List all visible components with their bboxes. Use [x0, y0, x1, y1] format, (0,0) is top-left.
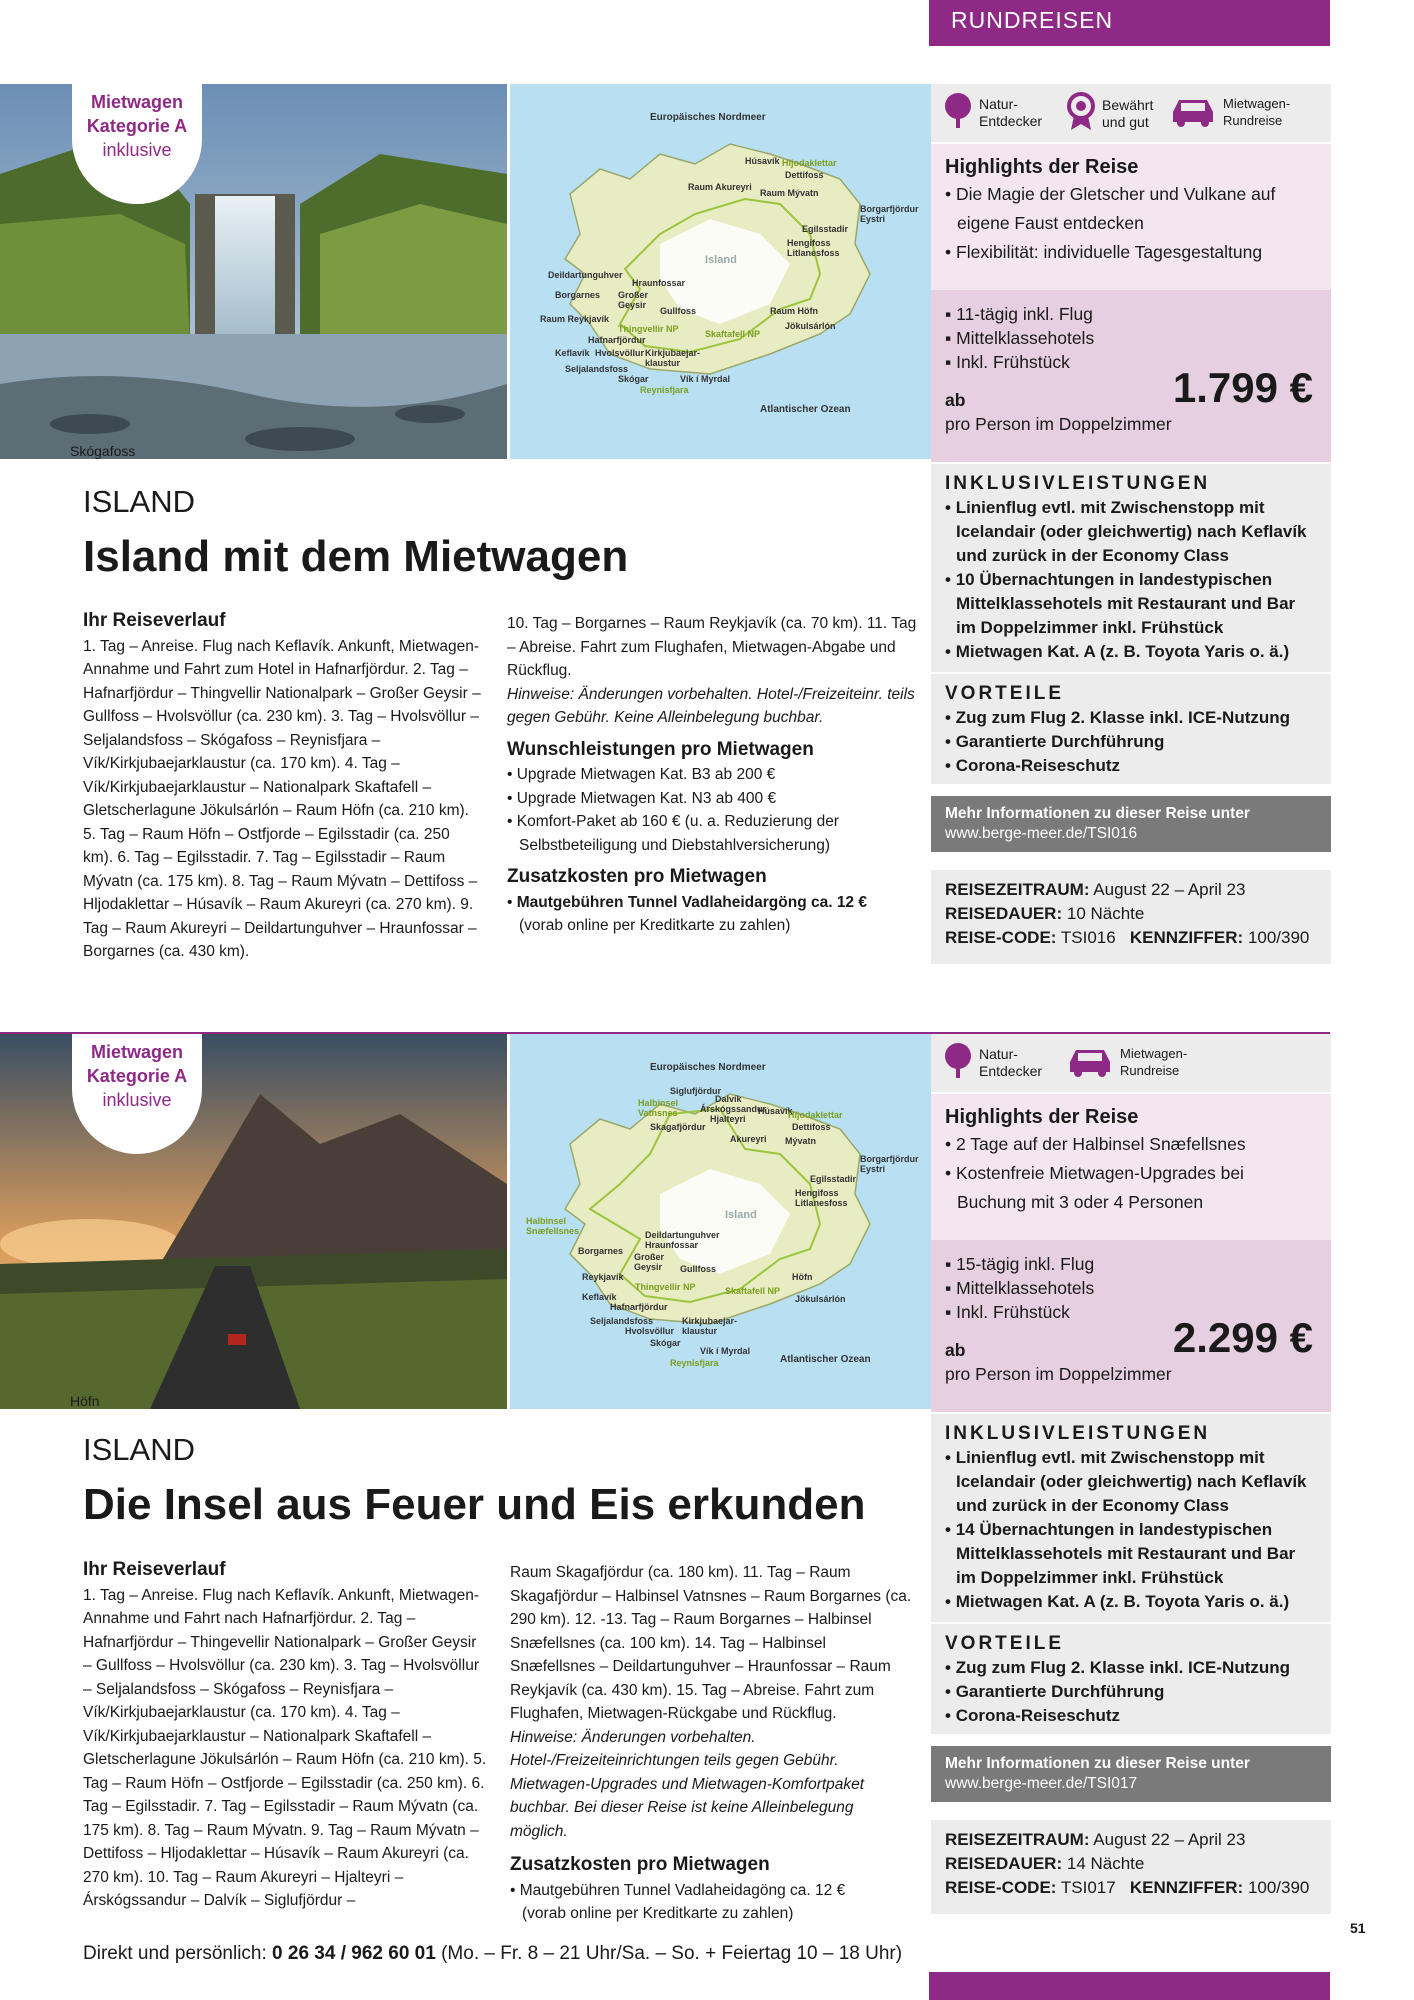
- advantages-box: [931, 674, 1331, 784]
- map-place: Borgarfjördur Eystri: [860, 1154, 919, 1174]
- map-place: Dettifoss: [792, 1122, 831, 1132]
- map-place: Litlanesfoss: [795, 1198, 848, 1208]
- map-place: Skaftafell NP: [705, 329, 761, 339]
- price-box: [931, 1240, 1331, 1412]
- car-icon: [1169, 92, 1217, 132]
- map-place: Dettifoss: [785, 170, 824, 180]
- costs-list: [510, 1879, 915, 1926]
- feature-label: Natur- Entdecker: [979, 96, 1043, 129]
- price-item: ▪ Inkl. Frühstück: [945, 1302, 1070, 1322]
- contact-phone[interactable]: 0 26 34 / 962 60 01: [272, 1943, 436, 1964]
- costs-item: • Mautgebühren Tunnel Vadlaheidargöng ca. 12 €: [507, 893, 867, 911]
- badge-line-2: Kategorie A: [86, 116, 188, 136]
- map-place: Hjalteyri: [710, 1114, 746, 1124]
- map-place: Raum Akureyri: [688, 182, 752, 192]
- map-place: Hvolsvöllur: [625, 1326, 675, 1336]
- price-amount: 2.299 €: [1172, 1314, 1313, 1361]
- trip-1-route-map: [510, 84, 931, 459]
- highlight-item: • Flexibilität: individuelle Tagesgestaltung: [945, 242, 1263, 262]
- advantages-heading: VORTEILE: [945, 683, 1065, 704]
- map-sea-south: Atlantischer Ozean: [760, 404, 851, 415]
- advantages-heading: VORTEILE: [945, 1633, 1065, 1654]
- inclusion-item: • Mietwagen Kat. A (z. B. Toyota Yaris o. ä.): [945, 642, 1290, 661]
- map-place: Skagafjördur: [650, 1122, 706, 1132]
- inclusion-item: • Mietwagen Kat. A (z. B. Toyota Yaris o. ä.): [945, 1592, 1290, 1611]
- map-place: Hafnarfjördur: [610, 1302, 668, 1312]
- price-item: ▪ 11-tägig inkl. Flug: [945, 304, 1093, 324]
- price-item: ▪ Inkl. Frühstück: [945, 352, 1070, 372]
- advantage-item: • Corona-Reiseschutz: [945, 1706, 1121, 1725]
- map-place: Seljalandsfoss: [565, 364, 629, 374]
- inclusion-item: • Linienflug evtl. mit Zwischenstopp mit Icelandair (oder gleichwertig) nach Keflavík und zurück in der Economy Class: [945, 498, 1307, 565]
- badge-line-3: inklusive: [102, 1090, 172, 1110]
- map-place: Jökulsárlón: [785, 321, 836, 331]
- itinerary-text: 1. Tag – Anreise. Flug nach Keflavík. Ankunft, Mietwagen-Annahme und Fahrt nach Hafnarfjördur. 2. Tag – Hafnarfjördur – Thingevellir Nationalpark – Großer Geysir – Gullfoss – Hvolsvöllur (ca. 230 km). 3. Tag – Hvolsvöllur – Seljalandsfoss – Skógafoss – Reynisfjara – Vík/Kirkjubaejarklaustur (ca. 170 km). 4. Tag – Vík/Kirkjubaejarklaustur – Nationalpark Skaftafell – Gletscherlagune Jökulsárlón – Raum Höfn (ca. 210 km). 5. Tag – Raum Höfn – Ostfjorde – Egilsstadir (ca. 250 km). 6. Tag – Egilsstadir. 7. Tag – Egilsstadir – Raum Mývatn (ca. 175 km). 8. Tag – Raum Mývatn. 9. Tag – Raum Mývatn – Dettifoss – Hljodaklettar – Húsavík – Raum Akureyri (ca. 270 km). 10. Tag – Raum Akureyri – Hjalteyri – Árskógssandur – Dalvík – Siglufjördur –: [83, 1586, 487, 1909]
- map-place: Litlanesfoss: [787, 248, 840, 258]
- price-item: ▪ Mittelklassehotels: [945, 328, 1095, 348]
- inclusion-item: • Linienflug evtl. mit Zwischenstopp mit Icelandair (oder gleichwertig) nach Keflavík und zurück in der Economy Class: [945, 1448, 1307, 1515]
- map-place: Dalvík: [715, 1094, 742, 1104]
- price-item: ▪ 15-tägig inkl. Flug: [945, 1254, 1095, 1274]
- trip-2-itinerary-right: [510, 1561, 915, 1926]
- trip-facts: [931, 870, 1331, 964]
- photo-caption: Höfn: [70, 1393, 100, 1409]
- map-place: Skaftafell NP: [725, 1286, 781, 1296]
- inclusion-item: • 10 Übernachtungen in landestypischen Mittelklassehotels mit Restaurant und Bar im Doppelzimmer inkl. Frühstück: [945, 570, 1296, 637]
- price-amount: 1.799 €: [1172, 364, 1313, 411]
- more-info-text: Mehr Informationen zu dieser Reise unter: [945, 805, 1250, 822]
- advantages-list: [945, 1656, 1317, 1728]
- fact-code: REISE-CODE: TSI016 KENNZIFFER: 100/390: [945, 928, 1310, 947]
- highlight-item: • Kostenfreie Mietwagen-Upgrades bei Buchung mit 3 oder 4 Personen: [945, 1163, 1244, 1212]
- map-place: Gullfoss: [680, 1264, 717, 1274]
- itinerary-text: 1. Tag – Anreise. Flug nach Keflavík. Ankunft, Mietwagen-Annahme und Fahrt zum Hotel in Hafnarfjördur. 2. Tag – Hafnarfjördur – Thingvellir Nationalpark – Großer Geysir – Gullfoss – Hvolsvöllur (ca. 230 km). 3. Tag – Hvolsvöllur – Seljalandsfoss – Skógafoss – Reynisfjara – Vík/Kirkjubaejarklaustur (ca. 170 km). 4. Tag – Vík/Kirkjubaejarklaustur – Nationalpark Skaftafell – Gletscherlagune Jökulsárlón – Raum Höfn (ca. 210 km). 5. Tag – Raum Höfn – Ostfjorde – Egilsstadir (ca. 250 km). 6. Tag – Egilsstadir. 7. Tag – Egilsstadir – Raum Mývatn (ca. 175 km). 8. Tag – Raum Mývatn – Dettifoss – Hljodaklettar – Húsavík – Raum Akureyri (ca. 270 km). 9. Tag – Raum Akureyri – Deildartunguhver – Hraunfossar – Borgarnes (ca. 430 km).: [83, 637, 481, 960]
- map-place: Egilsstadir: [802, 224, 849, 234]
- feature-bewaehrt: [1066, 92, 1153, 136]
- price-box: [931, 290, 1331, 462]
- map-place: Keflavík: [582, 1292, 617, 1302]
- fact-code: REISE-CODE: TSI017 KENNZIFFER: 100/390: [945, 1878, 1310, 1897]
- badge-line-1: Mietwagen: [90, 92, 183, 112]
- map-place: Reynisfjara: [670, 1358, 719, 1368]
- map-place: Árskógssandur: [700, 1104, 767, 1114]
- highlight-item: • 2 Tage auf der Halbinsel Snæfellsnes: [945, 1134, 1246, 1154]
- highlight-item: • Die Magie der Gletscher und Vulkane auf eigene Faust entdecken: [945, 184, 1276, 233]
- map-place: Raum Mývatn: [760, 188, 819, 198]
- map-place: Borgarfjördur Eystri: [860, 204, 919, 224]
- map-place: Mývatn: [785, 1136, 817, 1146]
- fact-duration: REISEDAUER: 10 Nächte: [945, 904, 1145, 923]
- map-place: Akureyri: [730, 1134, 767, 1144]
- contact-hours: (Mo. – Fr. 8 – 21 Uhr/Sa. – So. + Feiertag 10 – 18 Uhr): [441, 1943, 903, 1964]
- photo-caption: Skógafoss: [70, 443, 136, 459]
- map-place: Vík í Myrdal: [680, 374, 731, 384]
- tree-icon: [943, 1042, 973, 1084]
- map-place: Húsavík: [745, 156, 780, 166]
- feature-mietwagen: [1169, 92, 1290, 132]
- inclusions-heading: INKLUSIVLEISTUNGEN: [945, 473, 1211, 494]
- more-info-link[interactable]: www.berge-meer.de/TSI017: [945, 1775, 1138, 1792]
- costs-heading: Zusatzkosten pro Mietwagen: [507, 866, 767, 887]
- costs-heading: Zusatzkosten pro Mietwagen: [510, 1854, 770, 1875]
- map-place: Seljalandsfoss: [590, 1316, 654, 1326]
- extras-list: [507, 763, 917, 857]
- inclusions-list: [945, 1446, 1317, 1614]
- inclusion-item: • 14 Übernachtungen in landestypischen Mittelklassehotels mit Restaurant und Bar im Doppelzimmer inkl. Frühstück: [945, 1520, 1296, 1587]
- map-place: Großer Geysir: [618, 290, 649, 310]
- footer-bar: [929, 1972, 1330, 2000]
- inclusions-box: [931, 1414, 1331, 1622]
- itinerary-heading: Ihr Reiseverlauf: [83, 610, 226, 631]
- extras-item: • Upgrade Mietwagen Kat. N3 ab 400 €: [507, 789, 777, 807]
- price-prefix: ab: [945, 390, 966, 410]
- itinerary-heading: Ihr Reiseverlauf: [83, 1559, 226, 1580]
- map-island-label: Island: [725, 1209, 757, 1221]
- map-place: Reykjavík: [582, 1272, 624, 1282]
- fact-period: REISEZEITRAUM: August 22 – April 23: [945, 880, 1246, 899]
- costs-note: (vorab online per Kreditkarte zu zahlen): [522, 1905, 794, 1922]
- map-place: Thingvellir NP: [635, 1282, 696, 1292]
- advantage-item: • Zug zum Flug 2. Klasse inkl. ICE-Nutzung: [945, 708, 1291, 727]
- map-place: Raum Höfn: [770, 306, 818, 316]
- map-place: Húsavík: [758, 1106, 793, 1116]
- feature-mietwagen: [1066, 1042, 1187, 1082]
- map-place: Deildartunguhver: [645, 1230, 720, 1240]
- map-place: Thingvellir NP: [618, 324, 679, 334]
- inclusions-heading: INKLUSIVLEISTUNGEN: [945, 1423, 1211, 1444]
- advantage-item: • Garantierte Durchführung: [945, 732, 1165, 751]
- trip-1-itinerary-right: [507, 612, 917, 938]
- map-place: Halbinsel Vatnsnes: [638, 1098, 679, 1118]
- map-place: Gullfoss: [660, 306, 697, 316]
- more-info-link[interactable]: www.berge-meer.de/TSI016: [945, 825, 1138, 842]
- map-place: Großer Geysir: [634, 1252, 665, 1272]
- costs-list: [507, 891, 917, 938]
- map-place: Egilsstadir: [810, 1174, 857, 1184]
- itinerary-text: Raum Skagafjördur (ca. 180 km). 11. Tag – Raum Skagafjördur – Halbinsel Vatnsnes – Raum Borgarnes (ca. 290 km). 12. -13. Tag – Raum Borgarnes – Halbinsel Snæfellsnes (ca. 100 km). 14. Tag – Halbinsel Snæfellsnes – Deildartunguhver – Hraunfossar – Raum Reykjavík (ca. 430 km). 15. Tag – Abreise. Fahrt zum Flughafen, Mietwagen-Rückgabe und Rückflug.: [510, 1564, 912, 1722]
- inclusions-box: [931, 464, 1331, 672]
- map-place: Vík í Myrdal: [700, 1346, 751, 1356]
- map-island-label: Island: [705, 254, 737, 266]
- highlights-list: [945, 180, 1317, 267]
- fact-duration: REISEDAUER: 14 Nächte: [945, 1854, 1145, 1873]
- feature-icons: [931, 84, 1331, 142]
- advantage-item: • Garantierte Durchführung: [945, 1682, 1165, 1701]
- price-prefix: ab: [945, 1340, 966, 1360]
- contact-line: [83, 1943, 902, 1965]
- price-note: pro Person im Doppelzimmer: [945, 414, 1172, 434]
- map-place: Reynisfjara: [640, 385, 689, 395]
- map-place: Borgarnes: [555, 290, 601, 300]
- map-place: Skógar: [650, 1338, 681, 1348]
- highlights-list: [945, 1130, 1317, 1217]
- advantage-item: • Zug zum Flug 2. Klasse inkl. ICE-Nutzung: [945, 1658, 1291, 1677]
- trip-2-route-map: [510, 1034, 931, 1409]
- highlights-heading: Highlights der Reise: [945, 1106, 1139, 1128]
- trip-1-title: Island mit dem Mietwagen: [83, 532, 629, 581]
- map-place: Hraunfossar: [645, 1240, 699, 1250]
- feature-label: Mietwagen- Rundreise: [1120, 1046, 1188, 1078]
- advantages-list: [945, 706, 1317, 778]
- car-icon: [1066, 1042, 1114, 1082]
- fact-period: REISEZEITRAUM: August 22 – April 23: [945, 1830, 1246, 1849]
- map-place: Skógar: [618, 374, 649, 384]
- costs-note: (vorab online per Kreditkarte zu zahlen): [519, 917, 791, 934]
- feature-label: Bewährt und gut: [1102, 97, 1154, 130]
- feature-label: Mietwagen- Rundreise: [1223, 96, 1291, 128]
- price-item: ▪ Mittelklassehotels: [945, 1278, 1095, 1298]
- map-place: Hengifoss: [795, 1188, 839, 1198]
- feature-natur: [943, 1042, 1042, 1084]
- advantages-box: [931, 1624, 1331, 1734]
- more-info-box: [931, 796, 1331, 852]
- trip-2-title: Die Insel aus Feuer und Eis erkunden: [83, 1480, 866, 1529]
- inclusions-list: [945, 496, 1317, 664]
- map-sea-north: Europäisches Nordmeer: [650, 1062, 766, 1073]
- map-place: Keflavík: [555, 348, 590, 358]
- map-place: Höfn: [792, 1272, 813, 1282]
- map-place: Borgarnes: [578, 1246, 624, 1256]
- category-banner: RUNDREISEN: [929, 0, 1330, 46]
- map-place: Hengifoss: [787, 238, 831, 248]
- map-place: Halbinsel Snæfellsnes: [526, 1216, 580, 1236]
- map-place: Kirkjubaejar-klaustur: [645, 348, 701, 368]
- award-icon: [1066, 92, 1096, 136]
- map-place: Kirkjubaejar-klaustur: [682, 1316, 738, 1336]
- more-info-box: [931, 1746, 1331, 1802]
- tree-icon: [943, 92, 973, 134]
- trip-2-country: ISLAND: [83, 1432, 195, 1467]
- itinerary-text: 10. Tag – Borgarnes – Raum Reykjavík (ca. 70 km). 11. Tag – Abreise. Fahrt zum Flughafen, Mietwagen-Abgabe und Rückflug.: [507, 615, 917, 679]
- extras-item: • Upgrade Mietwagen Kat. B3 ab 200 €: [507, 766, 776, 783]
- map-place: Hafnarfjördur: [588, 335, 646, 345]
- map-place: Hljodaklettar: [782, 158, 837, 168]
- feature-icons: [931, 1034, 1331, 1092]
- price-note: pro Person im Doppelzimmer: [945, 1364, 1172, 1384]
- extras-heading: Wunschleistungen pro Mietwagen: [507, 738, 814, 760]
- trip-facts: [931, 1820, 1331, 1914]
- badge-line-1: Mietwagen: [90, 1042, 183, 1062]
- map-place: Raum Reykjavík: [540, 314, 610, 324]
- map-place: Siglufjördur: [670, 1086, 721, 1096]
- advantage-item: • Corona-Reiseschutz: [945, 756, 1121, 775]
- more-info-text: Mehr Informationen zu dieser Reise unter: [945, 1755, 1250, 1772]
- map-place: Hraunfossar: [632, 278, 686, 288]
- highlights-heading: Highlights der Reise: [945, 156, 1139, 178]
- page-number: 51: [1350, 1920, 1366, 1936]
- costs-item: • Mautgebühren Tunnel Vadlaheidagöng ca. 12 €: [510, 1881, 846, 1899]
- map-place: Deildartunguhver: [548, 270, 623, 280]
- trip-2-itinerary-left: [83, 1558, 488, 1913]
- badge-line-2: Kategorie A: [86, 1066, 188, 1086]
- trip-1-country: ISLAND: [83, 484, 195, 519]
- trip-1-itinerary-left: [83, 609, 483, 964]
- map-place: Hvolsvöllur: [595, 348, 645, 358]
- feature-natur: [943, 92, 1042, 134]
- map-sea-south: Atlantischer Ozean: [780, 1354, 871, 1365]
- itinerary-note: Hinweise: Änderungen vorbehalten. Hotel-/Freizeiteinrichtungen teils gegen Gebühr. Mietwagen-Upgrades und Mietwagen-Komfortpaket buchbar. Bei dieser Reise ist keine Alleinbelegung möglich.: [510, 1728, 865, 1840]
- feature-label: Natur- Entdecker: [979, 1046, 1043, 1079]
- extras-item: • Komfort-Paket ab 160 € (u. a. Reduzierung der Selbstbeteiligung und Diebstahlversicherung): [507, 813, 839, 854]
- badge-line-3: inklusive: [102, 140, 172, 160]
- itinerary-note: Hinweise: Änderungen vorbehalten. Hotel-/Freizeiteinr. teils gegen Gebühr. Keine Alleinbelegung buchbar.: [507, 685, 915, 726]
- map-sea-north: Europäisches Nordmeer: [650, 112, 766, 123]
- contact-prefix: Direkt und persönlich:: [83, 1943, 267, 1964]
- map-place: Jökulsárlón: [795, 1294, 846, 1304]
- map-place: Hljodaklettar: [788, 1110, 843, 1120]
